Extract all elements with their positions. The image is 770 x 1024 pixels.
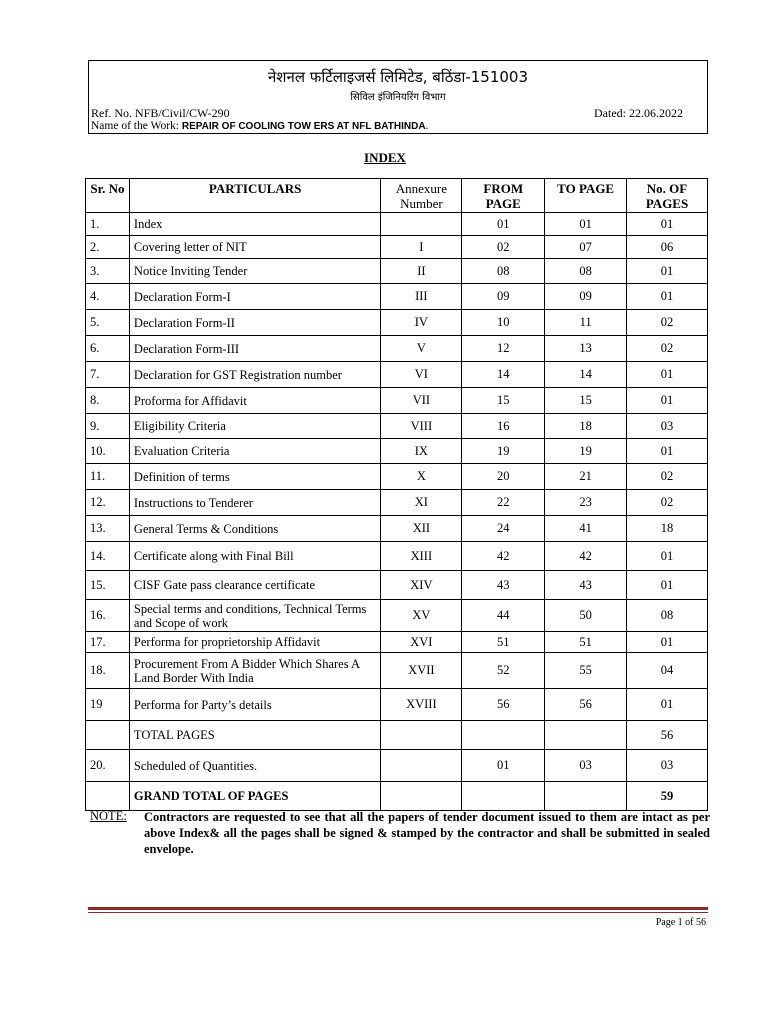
header-no-of-pages: No. OF PAGES (627, 179, 708, 213)
row-annexure: IX (381, 439, 462, 464)
row-particular: CISF Gate pass clearance certificate (129, 571, 380, 600)
footer-rule-thin (88, 912, 708, 913)
row-particular: Certificate along with Final Bill (129, 542, 380, 571)
table-row (86, 571, 708, 600)
table-row (86, 750, 708, 782)
row-particular: Covering letter of NIT (129, 236, 380, 259)
row-from-page: 14 (462, 362, 545, 388)
department-name: सिविल इंजिनियरिंग विभाग (350, 92, 446, 103)
row-from-page: 20 (462, 464, 545, 490)
row-from-page (462, 721, 545, 750)
row-to-page: 23 (545, 490, 627, 516)
note-label: NOTE: (90, 809, 127, 823)
row-sr-no: 3. (86, 259, 130, 284)
row-annexure: VII (381, 388, 462, 414)
row-to-page: 01 (545, 213, 627, 236)
row-sr-no: 11. (86, 464, 130, 490)
row-from-page: 01 (462, 750, 545, 782)
row-to-page: 11 (545, 310, 627, 336)
row-annexure: VI (381, 362, 462, 388)
header-box (88, 60, 708, 134)
row-no-of-pages: 01 (627, 542, 708, 571)
table-row (86, 464, 708, 490)
row-from-page: 52 (462, 653, 545, 689)
row-to-page: 13 (545, 336, 627, 362)
row-to-page: 14 (545, 362, 627, 388)
row-sr-no (86, 782, 130, 811)
row-annexure: VIII (381, 414, 462, 439)
table-row (86, 388, 708, 414)
row-from-page: 43 (462, 571, 545, 600)
row-particular: Definition of terms (129, 464, 380, 490)
row-from-page: 42 (462, 542, 545, 571)
row-particular: Index (129, 213, 380, 236)
row-sr-no: 8. (86, 388, 130, 414)
header-annexure: Annexure Number (381, 179, 462, 213)
row-no-of-pages: 01 (627, 362, 708, 388)
row-sr-no: 20. (86, 750, 130, 782)
row-no-of-pages: 06 (627, 236, 708, 259)
row-annexure: I (381, 236, 462, 259)
row-annexure: XIII (381, 542, 462, 571)
row-particular: Performa for proprietorship Affidavit (129, 632, 380, 653)
work-name-line (91, 120, 428, 132)
row-particular: TOTAL PAGES (129, 721, 380, 750)
table-row (86, 632, 708, 653)
row-no-of-pages: 01 (627, 259, 708, 284)
row-no-of-pages: 18 (627, 516, 708, 542)
row-annexure (381, 782, 462, 811)
row-no-of-pages: 04 (627, 653, 708, 689)
row-particular: Notice Inviting Tender (129, 259, 380, 284)
row-sr-no: 13. (86, 516, 130, 542)
row-from-page: 16 (462, 414, 545, 439)
table-row (86, 310, 708, 336)
row-sr-no: 7. (86, 362, 130, 388)
table-row (86, 213, 708, 236)
row-sr-no: 18. (86, 653, 130, 689)
row-annexure: XIV (381, 571, 462, 600)
row-from-page: 19 (462, 439, 545, 464)
row-particular: Eligibility Criteria (129, 414, 380, 439)
row-annexure: III (381, 284, 462, 310)
table-row (86, 600, 708, 632)
row-from-page: 10 (462, 310, 545, 336)
row-annexure (381, 721, 462, 750)
row-to-page: 03 (545, 750, 627, 782)
row-no-of-pages: 59 (627, 782, 708, 811)
row-annexure (381, 750, 462, 782)
row-no-of-pages: 02 (627, 336, 708, 362)
row-no-of-pages: 01 (627, 213, 708, 236)
table-row (86, 689, 708, 721)
reference-number: Ref. No. NFB/Civil/CW-290 (91, 106, 230, 120)
table-row (86, 721, 708, 750)
row-annexure: II (381, 259, 462, 284)
row-annexure: XVIII (381, 689, 462, 721)
row-sr-no: 4. (86, 284, 130, 310)
row-to-page (545, 721, 627, 750)
row-sr-no: 19 (86, 689, 130, 721)
note-text: Contractors are requested to see that all the papers of tender document issued to them are intact as per above Index& all the pages shall be signed & stamped by the contractor and shall be submitted in sealed envelope. (144, 810, 710, 856)
row-to-page: 15 (545, 388, 627, 414)
organization-name: नेशनल फर्टिलाइजर्स लिमिटेड, बठिंडा-151003 (267, 68, 529, 86)
row-no-of-pages: 03 (627, 750, 708, 782)
index-title: INDEX (364, 150, 406, 165)
row-annexure: XII (381, 516, 462, 542)
row-no-of-pages: 02 (627, 490, 708, 516)
table-body (86, 213, 708, 811)
row-to-page: 43 (545, 571, 627, 600)
row-no-of-pages: 01 (627, 388, 708, 414)
row-to-page: 42 (545, 542, 627, 571)
row-sr-no: 16. (86, 600, 130, 632)
row-sr-no: 6. (86, 336, 130, 362)
table-row (86, 259, 708, 284)
row-to-page: 18 (545, 414, 627, 439)
row-particular: General Terms & Conditions (129, 516, 380, 542)
row-no-of-pages: 01 (627, 571, 708, 600)
row-from-page: 56 (462, 689, 545, 721)
row-to-page: 09 (545, 284, 627, 310)
row-annexure: XVI (381, 632, 462, 653)
row-particular: Proforma for Affidavit (129, 388, 380, 414)
index-table (85, 178, 708, 811)
row-sr-no (86, 721, 130, 750)
row-from-page: 02 (462, 236, 545, 259)
table-row (86, 653, 708, 689)
row-particular: Special terms and conditions, Technical Terms and Scope of work (129, 600, 380, 632)
row-particular: Performa for Party’s details (129, 689, 380, 721)
row-no-of-pages: 03 (627, 414, 708, 439)
row-to-page (545, 782, 627, 811)
row-from-page: 51 (462, 632, 545, 653)
row-to-page: 41 (545, 516, 627, 542)
row-to-page: 56 (545, 689, 627, 721)
row-annexure (381, 213, 462, 236)
row-sr-no: 1. (86, 213, 130, 236)
work-name-value: REPAIR OF COOLING TOW ERS AT NFL BATHINDA (181, 121, 426, 132)
row-particular: Declaration Form-I (129, 284, 380, 310)
header-to-page: TO PAGE (545, 179, 627, 213)
row-from-page (462, 782, 545, 811)
row-no-of-pages: 01 (627, 632, 708, 653)
row-particular: Instructions to Tenderer (129, 490, 380, 516)
row-particular: Procurement From A Bidder Which Shares A Land Border With India (129, 653, 380, 689)
row-particular: Evaluation Criteria (129, 439, 380, 464)
row-to-page: 21 (545, 464, 627, 490)
row-particular: Declaration for GST Registration number (129, 362, 380, 388)
row-particular: Scheduled of Quantities. (129, 750, 380, 782)
row-particular: Declaration Form-II (129, 310, 380, 336)
row-no-of-pages: 02 (627, 464, 708, 490)
row-particular: GRAND TOTAL OF PAGES (129, 782, 380, 811)
table-row (86, 542, 708, 571)
row-sr-no: 2. (86, 236, 130, 259)
table-row (86, 516, 708, 542)
row-sr-no: 15. (86, 571, 130, 600)
row-to-page: 55 (545, 653, 627, 689)
row-annexure: XI (381, 490, 462, 516)
table-row (86, 362, 708, 388)
row-from-page: 44 (462, 600, 545, 632)
row-sr-no: 14. (86, 542, 130, 571)
row-no-of-pages: 56 (627, 721, 708, 750)
row-annexure: IV (381, 310, 462, 336)
row-sr-no: 9. (86, 414, 130, 439)
row-from-page: 24 (462, 516, 545, 542)
row-no-of-pages: 01 (627, 284, 708, 310)
table-row (86, 439, 708, 464)
row-annexure: XV (381, 600, 462, 632)
row-no-of-pages: 01 (627, 689, 708, 721)
work-name-label: Name of the Work: (91, 120, 182, 132)
row-particular: Declaration Form-III (129, 336, 380, 362)
table-header-row (86, 179, 708, 213)
row-from-page: 09 (462, 284, 545, 310)
row-from-page: 22 (462, 490, 545, 516)
row-sr-no: 5. (86, 310, 130, 336)
row-annexure: V (381, 336, 462, 362)
row-to-page: 51 (545, 632, 627, 653)
row-no-of-pages: 08 (627, 600, 708, 632)
row-from-page: 01 (462, 213, 545, 236)
page-number: Page 1 of 56 (655, 917, 706, 928)
table-row (86, 336, 708, 362)
work-name-suffix: . (425, 120, 429, 132)
row-sr-no: 10. (86, 439, 130, 464)
table-row (86, 414, 708, 439)
header-particulars: PARTICULARS (129, 179, 380, 213)
date-label: Dated: 22.06.2022 (594, 106, 683, 120)
table-row (86, 782, 708, 811)
row-from-page: 12 (462, 336, 545, 362)
row-sr-no: 17. (86, 632, 130, 653)
footer-rule (88, 907, 708, 910)
row-annexure: X (381, 464, 462, 490)
table-row (86, 236, 708, 259)
header-sr-no: Sr. No (86, 179, 130, 213)
table-row (86, 284, 708, 310)
row-sr-no: 12. (86, 490, 130, 516)
row-to-page: 08 (545, 259, 627, 284)
row-to-page: 50 (545, 600, 627, 632)
row-to-page: 07 (545, 236, 627, 259)
header-from-page: FROM PAGE (462, 179, 545, 213)
row-annexure: XVII (381, 653, 462, 689)
row-to-page: 19 (545, 439, 627, 464)
row-no-of-pages: 02 (627, 310, 708, 336)
row-no-of-pages: 01 (627, 439, 708, 464)
table-row (86, 490, 708, 516)
row-from-page: 08 (462, 259, 545, 284)
row-from-page: 15 (462, 388, 545, 414)
